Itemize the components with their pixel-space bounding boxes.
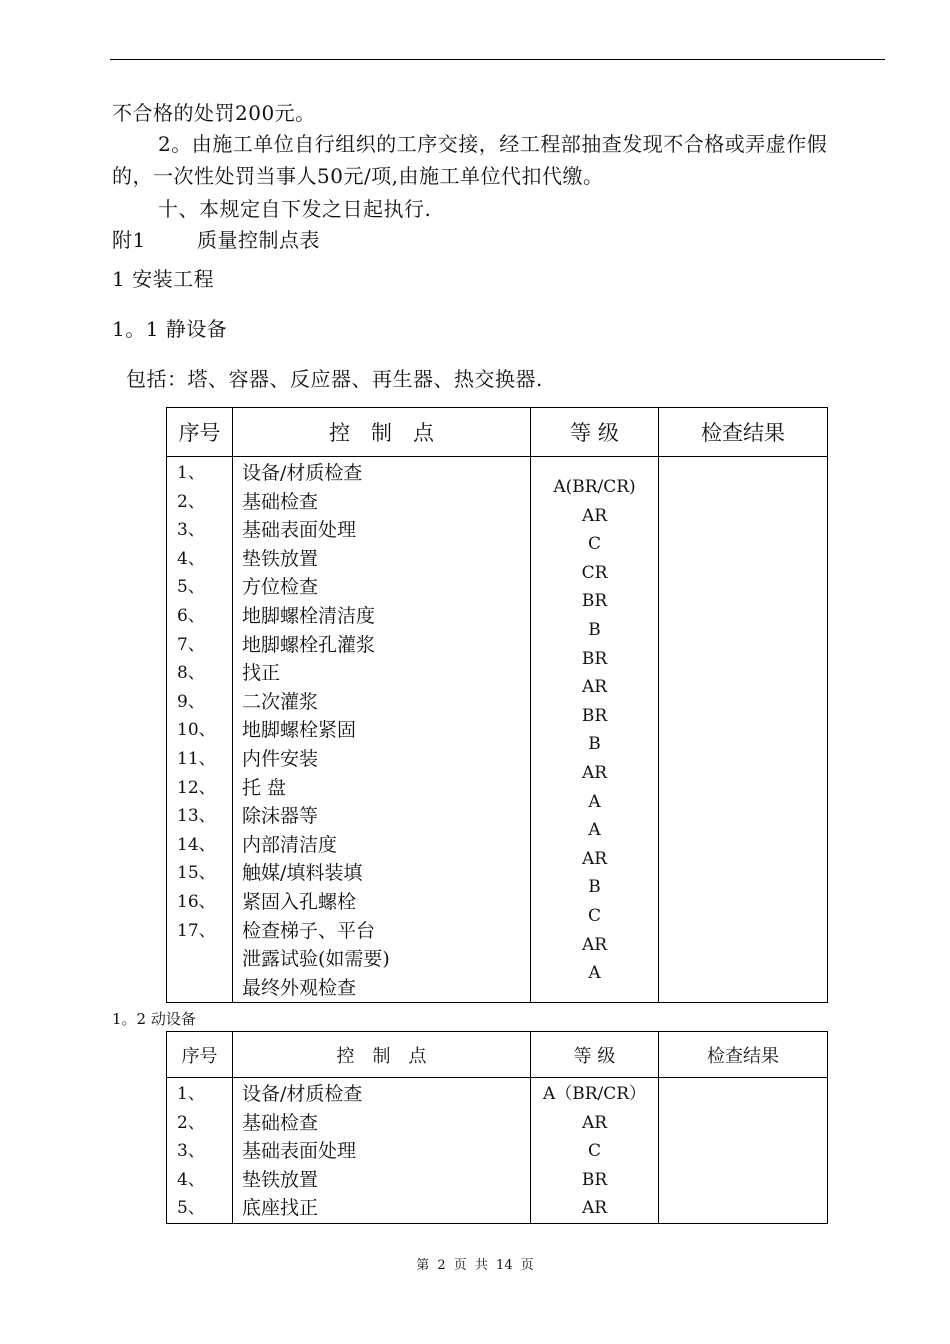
grade-item: A (588, 963, 601, 984)
header-grade: 等 级 (531, 408, 659, 457)
row-number: 2、 (177, 491, 205, 512)
header-result: 检查结果 (659, 408, 828, 457)
appendix-label: 附1 (112, 228, 146, 252)
control-point-item: 设备/材质检查 (242, 462, 363, 484)
includes-line: 包括：塔、容器、反应器、再生器、热交换器. (126, 367, 543, 391)
seq-cell (167, 457, 233, 1003)
header-result: 检查结果 (659, 1032, 828, 1078)
control-point-item: 紧固入孔螺栓 (242, 890, 357, 913)
paragraph-3: 十、本规定自下发之日起执行. (158, 197, 432, 221)
page-footer: 第 2 页 共 14 页 (416, 1258, 534, 1273)
control-point-item: 基础表面处理 (242, 519, 357, 542)
row-number: 6、 (177, 605, 205, 626)
subsection-title: 1。1 静设备 (112, 317, 228, 341)
grade-item: B (588, 734, 601, 755)
header-seq: 序号 (167, 408, 233, 457)
grade-item: B (588, 877, 601, 898)
row-number: 9、 (177, 691, 205, 712)
grade-item: BR (581, 705, 608, 726)
grade-item: CR (581, 562, 608, 583)
control-point-item: 地脚螺栓孔灌浆 (242, 633, 376, 656)
paragraph-2b: 的，一次性处罚当事人50元/项,由施工单位代扣代缴。 (112, 164, 604, 188)
control-point-item: 设备/材质检查 (242, 1083, 363, 1105)
row-number: 10、 (177, 720, 216, 741)
row-number: 14、 (177, 834, 216, 855)
control-point-item: 地脚螺栓清洁度 (242, 604, 376, 627)
table-body-row (167, 457, 828, 1003)
paragraph-2a: 2。由施工单位自行组织的工序交接，经工程部抽查发现不合格或弄虚作假 (158, 132, 828, 156)
seq-cell (167, 1078, 233, 1224)
header-seq: 序号 (167, 1032, 233, 1078)
grade-item: C (587, 1141, 601, 1162)
grade-cell (531, 1078, 659, 1224)
row-number: 13、 (177, 806, 216, 827)
row-number: 11、 (177, 748, 216, 769)
row-number: 4、 (177, 1169, 205, 1190)
grade-item: A（BR/CR） (542, 1084, 647, 1104)
grade-item: AR (581, 1198, 608, 1219)
control-point-item: 泄露试验(如需要) (242, 948, 390, 971)
control-point-item: 检查梯子、平台 (242, 919, 376, 942)
appendix-title: 质量控制点表 (197, 228, 320, 252)
control-point-item: 基础检查 (242, 490, 319, 513)
control-point-item: 触媒/填料装填 (242, 862, 363, 885)
control-point-item: 最终外观检查 (242, 976, 357, 999)
grade-item: AR (581, 934, 608, 955)
grade-item: C (587, 534, 601, 555)
control-point-item: 垫铁放置 (242, 547, 319, 570)
control-point-item: 垫铁放置 (242, 1168, 319, 1191)
control-point-item: 内部清洁度 (242, 833, 338, 856)
row-number: 1、 (177, 1084, 205, 1104)
control-point-item: 底座找正 (242, 1197, 319, 1220)
control-point-cell (233, 1078, 531, 1224)
control-point-item: 地脚螺栓紧固 (242, 719, 357, 742)
control-point-item: 基础表面处理 (242, 1140, 357, 1163)
row-number: 17、 (177, 920, 216, 941)
table-body-row (167, 1078, 828, 1224)
grade-item: AR (581, 848, 608, 869)
row-number: 8、 (177, 663, 205, 684)
row-number: 3、 (177, 520, 205, 541)
grade-item: BR (581, 591, 608, 612)
grade-item: A (588, 820, 601, 841)
control-point-cell (233, 457, 531, 1003)
grade-item: AR (581, 677, 608, 698)
row-number: 2、 (177, 1112, 205, 1133)
header-grade: 等 级 (531, 1032, 659, 1078)
row-number: 5、 (177, 577, 205, 598)
grade-item: AR (581, 762, 608, 783)
grade-item: BR (581, 1169, 608, 1190)
subsection-title-dynamic: 1。2 动设备 (112, 1010, 196, 1028)
row-number: 12、 (177, 777, 216, 798)
row-number: 3、 (177, 1141, 205, 1162)
control-point-table-static (166, 407, 828, 1003)
grade-item: A(BR/CR) (553, 477, 636, 497)
control-point-item: 托 盘 (242, 776, 287, 799)
header-rule (110, 59, 885, 60)
grade-item: A (588, 791, 601, 812)
row-number: 1、 (177, 463, 205, 483)
row-number: 5、 (177, 1198, 205, 1219)
grade-item: B (588, 619, 601, 640)
grade-item: AR (581, 1112, 608, 1133)
row-number: 7、 (177, 634, 205, 655)
paragraph-1: 不合格的处罚200元。 (112, 101, 316, 125)
result-cell (659, 1078, 828, 1224)
control-point-item: 找正 (242, 662, 281, 685)
grade-cell (531, 457, 659, 1003)
control-point-item: 二次灌浆 (242, 690, 319, 713)
row-number: 15、 (177, 863, 216, 884)
control-point-table-dynamic (166, 1031, 828, 1224)
grade-item: BR (581, 648, 608, 669)
result-cell (659, 457, 828, 1003)
grade-item: AR (581, 505, 608, 526)
table-header-row (167, 408, 828, 457)
header-control-point: 控 制 点 (233, 408, 531, 457)
control-point-item: 内件安装 (242, 747, 319, 770)
control-point-item: 除沫器等 (242, 805, 319, 828)
table-header-row (167, 1032, 828, 1078)
control-point-item: 方位检查 (242, 576, 319, 599)
row-number: 16、 (177, 891, 216, 912)
control-point-item: 基础检查 (242, 1111, 319, 1134)
grade-item: C (587, 905, 601, 926)
header-control-point: 控 制 点 (233, 1032, 531, 1078)
row-number: 4、 (177, 548, 205, 569)
section-title: 1 安装工程 (112, 267, 215, 291)
